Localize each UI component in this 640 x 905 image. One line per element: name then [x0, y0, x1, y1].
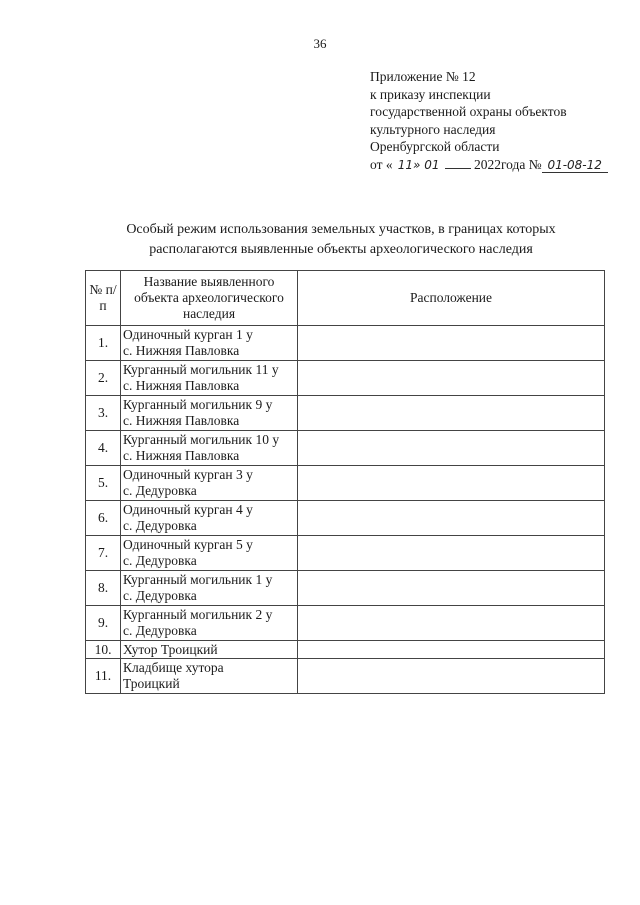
- table-row: [86, 606, 605, 641]
- row-location: [298, 501, 605, 536]
- table-row: [86, 536, 605, 571]
- appendix-line: государственной охраны объектов: [370, 104, 567, 119]
- name-line: Одиночный курган 1 у: [123, 327, 253, 342]
- title-line: располагаются выявленные объекты археологического наследия: [149, 242, 533, 257]
- name-line: Одиночный курган 4 у: [123, 502, 253, 517]
- table-row: [86, 431, 605, 466]
- name-line: с. Нижняя Павловка: [123, 413, 240, 428]
- table-row: [86, 326, 605, 361]
- page-number: 36: [313, 36, 327, 51]
- table-row: [86, 396, 605, 431]
- name-line: Кладбище хутора: [123, 660, 224, 675]
- row-location: [298, 571, 605, 606]
- appendix-line: к приказу инспекции: [370, 86, 491, 102]
- appendix-block: [370, 68, 608, 174]
- name-line: Троицкий: [123, 676, 180, 691]
- year-suffix: года №: [500, 156, 542, 172]
- name-line: Одиночный курган 5 у: [123, 537, 253, 552]
- row-name: [121, 396, 298, 431]
- table-row: [86, 659, 605, 694]
- name-line: с. Дедуровка: [123, 588, 197, 603]
- row-name: [121, 361, 298, 396]
- name-line: Хутор Троицкий: [123, 641, 218, 657]
- row-name: [121, 606, 298, 641]
- header-name: Название выявленного объекта археологического наследия: [121, 271, 298, 326]
- table-row: [86, 641, 605, 659]
- table-row: [86, 361, 605, 396]
- row-number: 1.: [86, 326, 121, 361]
- handwritten-date: 11» 01: [397, 157, 440, 172]
- table-row: [86, 466, 605, 501]
- table-row: [86, 501, 605, 536]
- name-line: Курганный могильник 11 у: [123, 362, 279, 377]
- row-name: [121, 466, 298, 501]
- row-location: [298, 641, 605, 659]
- name-line: с. Нижняя Павловка: [123, 378, 240, 393]
- name-line: Курганный могильник 10 у: [123, 432, 280, 447]
- row-location: [298, 326, 605, 361]
- order-year: 2022: [473, 156, 501, 172]
- archaeological-sites-table: [85, 270, 605, 694]
- name-line: с. Дедуровка: [123, 623, 197, 638]
- title-line: Особый режим использования земельных участков, в границах которых: [126, 222, 556, 237]
- row-location: [298, 659, 605, 694]
- row-location: [298, 606, 605, 641]
- name-line: с. Нижняя Павловка: [123, 448, 240, 463]
- row-number: 9.: [86, 606, 121, 641]
- row-name: [121, 571, 298, 606]
- row-name: [121, 659, 298, 694]
- order-date-line: [370, 156, 608, 175]
- appendix-line: Оренбургской области: [370, 139, 500, 154]
- row-location: [298, 361, 605, 396]
- name-line: Курганный могильник 9 у: [123, 397, 273, 412]
- name-line: с. Нижняя Павловка: [123, 343, 240, 358]
- row-name: [121, 641, 298, 659]
- row-location: [298, 396, 605, 431]
- document-title: [96, 220, 586, 260]
- table-row: [86, 571, 605, 606]
- row-number: 10.: [86, 641, 121, 659]
- row-number: 4.: [86, 431, 121, 466]
- handwritten-order-number: 01-08-12: [542, 158, 608, 173]
- name-line: Курганный могильник 2 у: [123, 607, 273, 622]
- name-line: с. Дедуровка: [123, 553, 197, 568]
- row-location: [298, 466, 605, 501]
- header-location: Расположение: [298, 271, 605, 326]
- name-line: Одиночный курган 3 у: [123, 467, 253, 482]
- name-line: с. Дедуровка: [123, 518, 197, 533]
- row-number: 8.: [86, 571, 121, 606]
- row-number: 2.: [86, 361, 121, 396]
- row-location: [298, 536, 605, 571]
- name-line: с. Дедуровка: [123, 483, 197, 498]
- row-name: [121, 326, 298, 361]
- row-number: 6.: [86, 501, 121, 536]
- row-location: [298, 431, 605, 466]
- appendix-line: Приложение № 12: [370, 69, 476, 84]
- row-number: 11.: [86, 659, 121, 694]
- table-header-row: [86, 271, 605, 326]
- row-number: 3.: [86, 396, 121, 431]
- row-name: [121, 501, 298, 536]
- row-name: [121, 431, 298, 466]
- header-number: № п/п: [86, 271, 121, 326]
- row-name: [121, 536, 298, 571]
- date-underline: [445, 156, 471, 169]
- name-line: Курганный могильник 1 у: [123, 572, 273, 587]
- row-number: 7.: [86, 536, 121, 571]
- appendix-line: культурного наследия: [370, 121, 496, 137]
- date-prefix: от «: [370, 156, 393, 172]
- row-number: 5.: [86, 466, 121, 501]
